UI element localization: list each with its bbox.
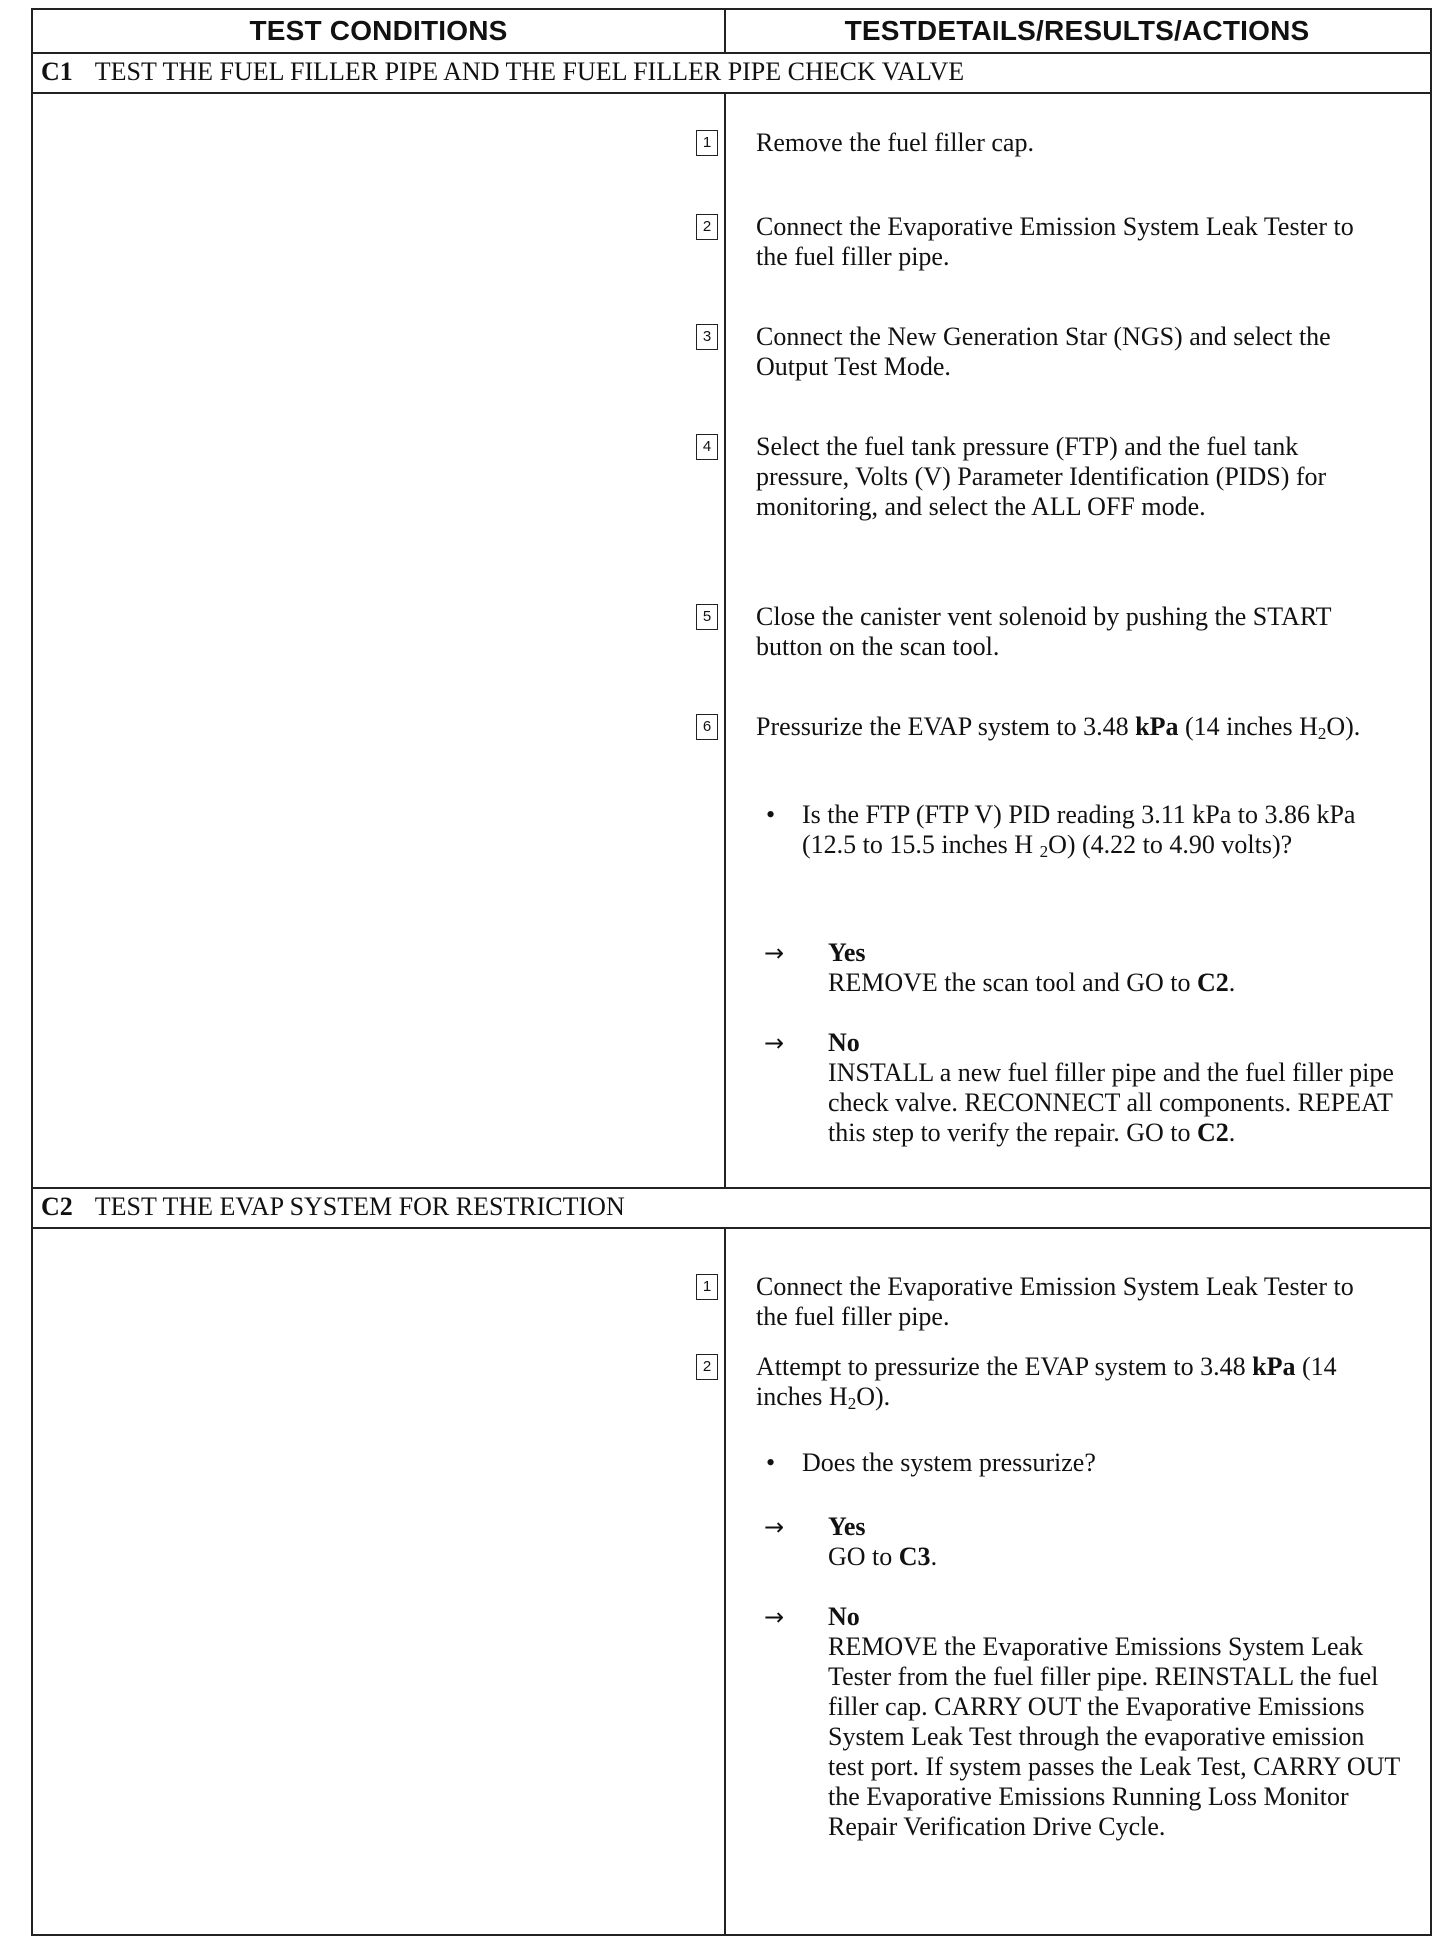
divider: [724, 92, 726, 1187]
arrow-icon: →: [764, 1029, 785, 1057]
divider: [724, 1227, 726, 1934]
result-body: [828, 1028, 1404, 1148]
step-number-box: 2: [696, 214, 718, 240]
subscript: 2: [847, 1394, 857, 1413]
question-text: Does the system pressurize?: [802, 1448, 1096, 1477]
divider: [33, 92, 1430, 94]
step-text-part: Attempt to pressurize the EVAP system to 3.48: [756, 1352, 1253, 1381]
step-text-part: (14 inches H: [1178, 712, 1318, 741]
result-text: REMOVE the Evaporative Emissions System Leak Tester from the fuel filler pipe. REINSTALL the fuel filler cap. CARRY OUT the Evaporative Emissions System Leak Test through the evaporative emission test port. If system passes the Leak Test, CARRY OUT the Evaporative Emissions Running Loss Monitor Repair Verification Drive Cycle.: [828, 1632, 1400, 1841]
result-body: [828, 1512, 1404, 1572]
step-text: Select the fuel tank pressure (FTP) and the fuel tank pressure, Volts (V) Parameter Identification (PIDS) for monitoring, and select the ALL OFF mode.: [756, 432, 1327, 521]
goto-target: C3: [898, 1542, 931, 1571]
header-test-conditions: TEST CONDITIONS: [249, 15, 508, 46]
section-title-text: TEST THE EVAP SYSTEM FOR RESTRICTION: [94, 1192, 625, 1221]
arrow-icon: →: [764, 939, 785, 967]
step-number-box: 6: [696, 714, 718, 740]
step-text-part: O).: [856, 1382, 891, 1411]
result-label: Yes: [828, 1512, 866, 1541]
divider: [724, 10, 726, 52]
goto-target: C2: [1196, 1118, 1229, 1147]
step-number-box: 1: [696, 130, 718, 156]
step-text-bold: kPa: [1135, 712, 1179, 741]
goto-target: C2: [1197, 968, 1229, 997]
step-text-part: Pressurize the EVAP system to 3.48: [756, 712, 1136, 741]
step-text-part: (14 inches H: [756, 1352, 1337, 1411]
section-code: C2: [41, 1192, 73, 1221]
result-label: No: [828, 1602, 860, 1631]
step-number-box: 2: [696, 1354, 718, 1380]
step-text: [756, 712, 1386, 742]
step-text-bold: kPa: [1252, 1352, 1296, 1381]
step-number-box: 5: [696, 604, 718, 630]
question-text: [802, 800, 1366, 860]
step-text-part: O).: [1326, 712, 1361, 741]
step-text: Connect the New Generation Star (NGS) and select the Output Test Mode.: [756, 322, 1331, 381]
result-label: No: [828, 1028, 860, 1057]
bullet-icon: •: [766, 1448, 776, 1477]
header-test-details: TESTDETAILS/RESULTS/ACTIONS: [844, 15, 1310, 46]
subscript: 2: [1317, 724, 1327, 743]
result-text-end: .: [1228, 1118, 1236, 1147]
subscript: 2: [1039, 842, 1049, 861]
result-text: REMOVE the scan tool and GO to: [828, 968, 1198, 997]
question-text-part: Is the FTP (FTP V) PID reading 3.11 kPa to 3.86 kPa (12.5 to 15.5 inches H: [802, 800, 1356, 859]
step-number-box: 4: [696, 434, 718, 460]
section-code: C1: [41, 57, 73, 86]
result-text: GO to: [828, 1542, 899, 1571]
result-label: Yes: [828, 938, 866, 967]
bullet-icon: •: [766, 800, 776, 829]
section-title-text: TEST THE FUEL FILLER PIPE AND THE FUEL FILLER PIPE CHECK VALVE: [94, 57, 965, 86]
step-number-box: 1: [696, 1274, 718, 1300]
result-text-end: .: [930, 1542, 938, 1571]
step-text: Connect the Evaporative Emission System Leak Tester to the fuel filler pipe.: [756, 1272, 1354, 1331]
divider: [33, 1227, 1430, 1229]
arrow-icon: →: [764, 1603, 785, 1631]
arrow-icon: →: [764, 1513, 785, 1541]
result-body: [828, 938, 1404, 998]
result-body: [828, 1602, 1404, 1842]
section-title-c1: [41, 53, 964, 91]
result-text-end: .: [1228, 968, 1236, 997]
section-title-c2: [41, 1188, 625, 1226]
step-number-box: 3: [696, 324, 718, 350]
step-text: Close the canister vent solenoid by pushing the START button on the scan tool.: [756, 602, 1332, 661]
step-text: [756, 1352, 1386, 1412]
step-text: Connect the Evaporative Emission System Leak Tester to the fuel filler pipe.: [756, 212, 1354, 271]
result-text: INSTALL a new fuel filler pipe and the fuel filler pipe check valve. RECONNECT all components. REPEAT this step to verify the repair. GO to: [828, 1058, 1394, 1147]
step-text: Remove the fuel filler cap.: [756, 128, 1034, 157]
question-text-part: O) (4.22 to 4.90 volts)?: [1048, 830, 1293, 859]
